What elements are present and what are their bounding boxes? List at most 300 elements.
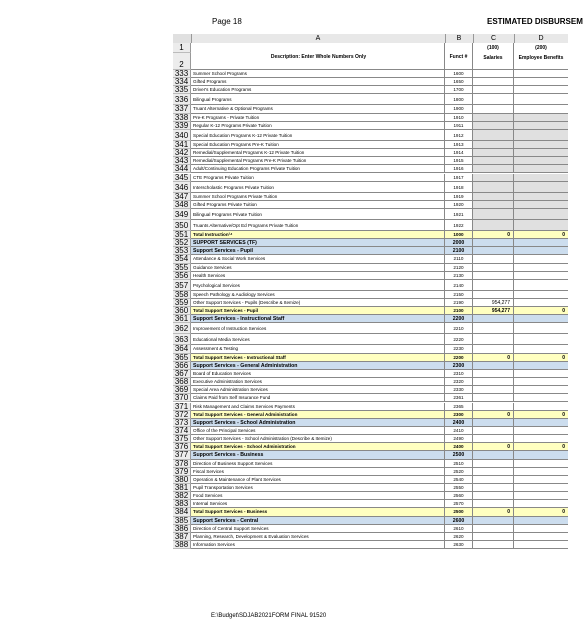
salaries-cell[interactable] xyxy=(473,280,514,291)
salaries-cell[interactable] xyxy=(473,174,514,182)
description-cell[interactable]: Remedial/Supplemental Programs Pre-K Private Tuition xyxy=(191,157,445,165)
description-cell[interactable]: Special Area Administration Services xyxy=(191,386,445,394)
benefits-cell[interactable] xyxy=(514,201,568,209)
benefits-cell[interactable] xyxy=(514,419,568,427)
function-code-cell[interactable]: 2560 xyxy=(445,492,473,500)
description-cell[interactable]: Summer School Programs xyxy=(191,70,445,78)
benefits-cell[interactable] xyxy=(514,299,568,307)
header-funct-blank[interactable] xyxy=(445,43,473,53)
function-code-cell[interactable]: 2130 xyxy=(445,272,473,280)
row-number[interactable]: 353 xyxy=(173,247,191,255)
description-cell[interactable]: Bilingual Programs Private Tuition xyxy=(191,209,445,220)
salaries-cell[interactable] xyxy=(473,484,514,492)
function-code-cell[interactable]: 1910 xyxy=(445,114,473,122)
row-number[interactable]: 347 xyxy=(173,193,191,201)
row-number[interactable]: 342 xyxy=(173,149,191,157)
salaries-cell[interactable] xyxy=(473,500,514,508)
salaries-cell[interactable] xyxy=(473,201,514,209)
description-cell[interactable]: Fiscal Services xyxy=(191,468,445,476)
benefits-cell[interactable] xyxy=(514,500,568,508)
salaries-cell[interactable] xyxy=(473,122,514,130)
row-number[interactable]: 340 xyxy=(173,130,191,141)
row-number[interactable]: 386 xyxy=(173,525,191,533)
salaries-cell[interactable] xyxy=(473,94,514,105)
description-cell[interactable]: Total Support Services - Instructional Staff xyxy=(191,354,445,362)
description-cell[interactable]: Health Services xyxy=(191,272,445,280)
salaries-cell[interactable]: 0 xyxy=(473,411,514,419)
function-code-cell[interactable]: 2150 xyxy=(445,291,473,299)
salaries-cell[interactable] xyxy=(473,130,514,141)
benefits-cell[interactable] xyxy=(514,451,568,459)
salaries-cell[interactable] xyxy=(473,345,514,353)
description-cell[interactable]: Adult/Continuing Education Programs Private Tuition xyxy=(191,165,445,173)
row-number[interactable]: 387 xyxy=(173,533,191,541)
function-code-cell[interactable]: 2361 xyxy=(445,394,473,402)
description-cell[interactable]: Truants Alternative/Opt Ed Programs Private Tuition xyxy=(191,220,445,231)
benefits-cell[interactable] xyxy=(514,280,568,291)
function-code-cell[interactable]: 2330 xyxy=(445,386,473,394)
description-cell[interactable]: Remedial/Supplemental Programs K-12 Private Tuition xyxy=(191,149,445,157)
function-code-cell[interactable]: 2100 xyxy=(445,247,473,255)
column-header-a[interactable]: A xyxy=(191,34,446,43)
row-number[interactable]: 333 xyxy=(173,70,191,78)
benefits-cell[interactable] xyxy=(514,94,568,105)
salaries-cell[interactable] xyxy=(473,541,514,549)
row-number[interactable]: 379 xyxy=(173,468,191,476)
row-number[interactable]: 382 xyxy=(173,492,191,500)
row-number[interactable]: 374 xyxy=(173,427,191,435)
benefits-cell[interactable] xyxy=(514,86,568,94)
function-code-cell[interactable]: 2320 xyxy=(445,378,473,386)
benefits-cell[interactable] xyxy=(514,476,568,484)
salaries-cell[interactable] xyxy=(473,378,514,386)
description-cell[interactable]: Support Services - General Administration xyxy=(191,362,445,370)
description-cell[interactable]: Office of the Principal Services xyxy=(191,427,445,435)
salaries-cell[interactable] xyxy=(473,70,514,78)
benefits-cell[interactable] xyxy=(514,315,568,323)
row-number[interactable]: 371 xyxy=(173,403,191,411)
salaries-cell[interactable] xyxy=(473,362,514,370)
function-code-cell[interactable]: 1911 xyxy=(445,122,473,130)
benefits-cell[interactable] xyxy=(514,291,568,299)
benefits-cell[interactable]: 0 xyxy=(514,354,568,362)
salaries-cell[interactable] xyxy=(473,451,514,459)
salaries-cell[interactable] xyxy=(473,386,514,394)
description-cell[interactable]: Support Services - Business xyxy=(191,451,445,459)
row-number[interactable]: 341 xyxy=(173,141,191,149)
row-number[interactable]: 1 xyxy=(173,43,191,53)
description-cell[interactable]: Other Support Services - School Administration (Describe & Itemize) xyxy=(191,435,445,443)
salaries-cell[interactable] xyxy=(473,427,514,435)
header-salaries-code[interactable]: (100) xyxy=(473,43,514,53)
function-code-cell[interactable]: 2300 xyxy=(445,411,473,419)
header-benefits[interactable]: Employee Benefits xyxy=(514,53,568,70)
salaries-cell[interactable] xyxy=(473,315,514,323)
table-row xyxy=(173,165,568,173)
benefits-cell[interactable] xyxy=(514,517,568,525)
salaries-cell[interactable] xyxy=(473,105,514,113)
function-code-cell[interactable]: 1918 xyxy=(445,182,473,193)
benefits-cell[interactable] xyxy=(514,378,568,386)
row-number[interactable]: 388 xyxy=(173,541,191,549)
description-cell[interactable]: Interscholastic Programs Private Tuition xyxy=(191,182,445,193)
benefits-cell[interactable] xyxy=(514,114,568,122)
function-code-cell[interactable]: 2000 xyxy=(445,239,473,247)
row-number[interactable]: 356 xyxy=(173,272,191,280)
salaries-cell[interactable] xyxy=(473,239,514,247)
benefits-cell[interactable] xyxy=(514,323,568,334)
table-row xyxy=(173,500,568,508)
benefits-cell[interactable] xyxy=(514,403,568,411)
row-number[interactable]: 381 xyxy=(173,484,191,492)
function-code-cell[interactable]: 2200 xyxy=(445,315,473,323)
function-code-cell[interactable]: 2140 xyxy=(445,280,473,291)
benefits-cell[interactable] xyxy=(514,345,568,353)
function-code-cell[interactable]: 2100 xyxy=(445,307,473,315)
description-cell[interactable]: Food Services xyxy=(191,492,445,500)
salaries-cell[interactable] xyxy=(473,165,514,173)
function-code-cell[interactable]: 2120 xyxy=(445,264,473,272)
function-code-cell[interactable]: 2500 xyxy=(445,508,473,516)
benefits-cell[interactable] xyxy=(514,220,568,231)
salaries-cell[interactable] xyxy=(473,157,514,165)
salaries-cell[interactable] xyxy=(473,476,514,484)
header-funct[interactable]: Funct # xyxy=(445,53,473,70)
function-code-cell[interactable]: 1000 xyxy=(445,231,473,239)
description-cell[interactable]: Claims Paid from Self Insurance Fund xyxy=(191,394,445,402)
row-number[interactable]: 366 xyxy=(173,362,191,370)
salaries-cell[interactable] xyxy=(473,323,514,334)
row-number[interactable]: 383 xyxy=(173,500,191,508)
function-code-cell[interactable]: 2190 xyxy=(445,299,473,307)
description-cell[interactable]: Operation & Maintenance of Plant Services xyxy=(191,476,445,484)
salaries-cell[interactable] xyxy=(473,247,514,255)
benefits-cell[interactable] xyxy=(514,209,568,220)
benefits-cell[interactable]: 0 xyxy=(514,411,568,419)
row-number[interactable]: 339 xyxy=(173,122,191,130)
benefits-cell[interactable] xyxy=(514,193,568,201)
benefits-cell[interactable] xyxy=(514,484,568,492)
salaries-cell[interactable] xyxy=(473,468,514,476)
benefits-cell[interactable] xyxy=(514,525,568,533)
description-cell[interactable]: Assessment & Testing xyxy=(191,345,445,353)
description-cell[interactable]: Educational Media Services xyxy=(191,334,445,345)
row-number[interactable]: 372 xyxy=(173,411,191,419)
salaries-cell[interactable] xyxy=(473,255,514,263)
description-cell[interactable]: Psychological Services xyxy=(191,280,445,291)
row-number[interactable]: 348 xyxy=(173,201,191,209)
salaries-cell[interactable]: 0 xyxy=(473,231,514,239)
description-cell[interactable]: Speech Pathology & Audiology Services xyxy=(191,291,445,299)
description-cell[interactable]: Special Education Programs K-12 Private Tuition xyxy=(191,130,445,141)
function-code-cell[interactable]: 2540 xyxy=(445,476,473,484)
benefits-cell[interactable]: 0 xyxy=(514,508,568,516)
function-code-cell[interactable]: 1913 xyxy=(445,141,473,149)
corner-cell[interactable] xyxy=(173,34,192,43)
salaries-cell[interactable] xyxy=(473,182,514,193)
row-number[interactable]: 336 xyxy=(173,94,191,105)
salaries-cell[interactable] xyxy=(473,370,514,378)
salaries-cell[interactable] xyxy=(473,435,514,443)
column-header-d[interactable]: D xyxy=(538,35,544,42)
salaries-cell[interactable] xyxy=(473,533,514,541)
description-cell[interactable]: Total Support Services - Pupil xyxy=(191,307,445,315)
row-number[interactable]: 365 xyxy=(173,354,191,362)
description-cell[interactable]: SUPPORT SERVICES (TF) xyxy=(191,239,445,247)
function-code-cell[interactable]: 2230 xyxy=(445,345,473,353)
salaries-cell[interactable] xyxy=(473,460,514,468)
benefits-cell[interactable] xyxy=(514,533,568,541)
function-code-cell[interactable]: 1650 xyxy=(445,78,473,86)
benefits-cell[interactable] xyxy=(514,78,568,86)
benefits-cell[interactable] xyxy=(514,174,568,182)
column-header-c[interactable]: C xyxy=(473,34,515,43)
row-number[interactable]: 334 xyxy=(173,78,191,86)
description-cell[interactable]: Improvement of Instruction Services xyxy=(191,323,445,334)
row-number[interactable]: 354 xyxy=(173,255,191,263)
row-number[interactable]: 385 xyxy=(173,517,191,525)
row-number[interactable]: 384 xyxy=(173,508,191,516)
row-number[interactable]: 368 xyxy=(173,378,191,386)
function-code-cell[interactable]: 1915 xyxy=(445,157,473,165)
description-cell[interactable]: Total Support Services - Business xyxy=(191,508,445,516)
benefits-cell[interactable]: 0 xyxy=(514,307,568,315)
benefits-cell[interactable] xyxy=(514,70,568,78)
description-cell[interactable]: Support Services - Central xyxy=(191,517,445,525)
function-code-cell[interactable]: 1916 xyxy=(445,165,473,173)
function-code-cell[interactable]: 1900 xyxy=(445,105,473,113)
row-number[interactable]: 2 xyxy=(173,53,191,70)
description-cell[interactable]: Support Services - Pupil xyxy=(191,247,445,255)
function-code-cell[interactable]: 2500 xyxy=(445,451,473,459)
function-code-cell[interactable]: 1921 xyxy=(445,209,473,220)
description-cell[interactable]: Support Services - School Administration xyxy=(191,419,445,427)
description-cell[interactable]: Direction of Business Support Services xyxy=(191,460,445,468)
header-benefits-code[interactable]: (200) xyxy=(535,45,547,51)
function-code-cell[interactable]: 2490 xyxy=(445,435,473,443)
description-cell[interactable]: Support Services - Instructional Staff xyxy=(191,315,445,323)
description-cell[interactable]: Gifted Programs Private Tuition xyxy=(191,201,445,209)
benefits-cell[interactable] xyxy=(514,105,568,113)
row-number[interactable]: 367 xyxy=(173,370,191,378)
benefits-cell[interactable] xyxy=(514,182,568,193)
benefits-cell[interactable] xyxy=(514,247,568,255)
salaries-cell[interactable] xyxy=(473,492,514,500)
row-number[interactable]: 343 xyxy=(173,157,191,165)
description-cell[interactable]: Pupil Transportation Services xyxy=(191,484,445,492)
header-salaries[interactable]: Salaries xyxy=(473,53,514,70)
function-code-cell[interactable]: 2300 xyxy=(445,362,473,370)
description-cell[interactable]: Total Support Services - General Administration xyxy=(191,411,445,419)
row-number[interactable]: 358 xyxy=(173,291,191,299)
benefits-cell[interactable] xyxy=(514,541,568,549)
benefits-cell[interactable] xyxy=(514,427,568,435)
function-code-cell[interactable]: 2600 xyxy=(445,517,473,525)
function-code-cell[interactable]: 2400 xyxy=(445,443,473,451)
benefits-cell[interactable] xyxy=(514,334,568,345)
row-number[interactable]: 361 xyxy=(173,315,191,323)
function-code-cell[interactable]: 2220 xyxy=(445,334,473,345)
row-number[interactable]: 338 xyxy=(173,114,191,122)
function-code-cell[interactable]: 1912 xyxy=(445,130,473,141)
description-cell[interactable]: Regular K-12 Programs Private Tuition xyxy=(191,122,445,130)
description-cell[interactable]: Internal Services xyxy=(191,500,445,508)
description-cell[interactable]: Direction of Central Support Services xyxy=(191,525,445,533)
row-number[interactable]: 359 xyxy=(173,299,191,307)
table-row xyxy=(173,264,568,272)
description-cell[interactable]: Truant Alternative & Optional Programs xyxy=(191,105,445,113)
salaries-cell[interactable] xyxy=(473,525,514,533)
function-code-cell[interactable]: 2630 xyxy=(445,541,473,549)
row-number[interactable]: 373 xyxy=(173,419,191,427)
row-number[interactable]: 355 xyxy=(173,264,191,272)
benefits-cell[interactable] xyxy=(514,362,568,370)
function-code-cell[interactable]: 2365 xyxy=(445,403,473,411)
benefits-cell[interactable] xyxy=(514,435,568,443)
header-desc-blank[interactable] xyxy=(191,43,445,53)
description-cell[interactable]: Summer School Programs Private Tuition xyxy=(191,193,445,201)
salaries-cell[interactable] xyxy=(473,334,514,345)
description-cell[interactable]: Bilingual Programs xyxy=(191,94,445,105)
row-number[interactable]: 364 xyxy=(173,345,191,353)
function-code-cell[interactable]: 1800 xyxy=(445,94,473,105)
salaries-cell[interactable] xyxy=(473,86,514,94)
header-description[interactable]: Description: Enter Whole Numbers Only xyxy=(191,53,445,70)
benefits-cell[interactable] xyxy=(514,460,568,468)
salaries-cell[interactable] xyxy=(473,193,514,201)
row-number[interactable]: 351 xyxy=(173,231,191,239)
salaries-cell[interactable] xyxy=(473,419,514,427)
function-code-cell[interactable]: 1917 xyxy=(445,174,473,182)
description-cell[interactable]: Executive Administration Services xyxy=(191,378,445,386)
row-number[interactable]: 357 xyxy=(173,280,191,291)
benefits-cell[interactable] xyxy=(514,157,568,165)
salaries-cell[interactable] xyxy=(473,78,514,86)
row-number[interactable]: 344 xyxy=(173,165,191,173)
salaries-cell[interactable] xyxy=(473,149,514,157)
description-cell[interactable]: Pre-K Programs - Private Tuition xyxy=(191,114,445,122)
row-number[interactable]: 360 xyxy=(173,307,191,315)
row-number[interactable]: 350 xyxy=(173,220,191,231)
function-code-cell[interactable]: 1700 xyxy=(445,86,473,94)
function-code-cell[interactable]: 2570 xyxy=(445,500,473,508)
file-path-footer: E:\Budget\SDJAB2021FORM FINAL 91520 xyxy=(211,613,327,619)
description-cell[interactable]: Total Support Services - School Administration xyxy=(191,443,445,451)
function-code-cell[interactable]: 1920 xyxy=(445,201,473,209)
function-code-cell[interactable]: 1600 xyxy=(445,70,473,78)
description-cell[interactable]: Board of Education Services xyxy=(191,370,445,378)
function-code-cell[interactable]: 2210 xyxy=(445,323,473,334)
benefits-cell[interactable] xyxy=(514,141,568,149)
salaries-cell[interactable]: 954,277 xyxy=(473,299,514,307)
function-code-cell[interactable]: 2400 xyxy=(445,419,473,427)
benefits-cell[interactable] xyxy=(514,255,568,263)
function-code-cell[interactable]: 1922 xyxy=(445,220,473,231)
row-number[interactable]: 380 xyxy=(173,476,191,484)
row-number[interactable]: 335 xyxy=(173,86,191,94)
salaries-cell[interactable] xyxy=(473,272,514,280)
description-cell[interactable]: Planning, Research, Development & Evaluation Services xyxy=(191,533,445,541)
benefits-cell[interactable] xyxy=(514,149,568,157)
description-cell[interactable]: Driver's Education Programs xyxy=(191,86,445,94)
function-code-cell[interactable]: 2620 xyxy=(445,533,473,541)
benefits-cell[interactable] xyxy=(514,468,568,476)
row-number[interactable]: 375 xyxy=(173,435,191,443)
function-code-cell[interactable]: 1914 xyxy=(445,149,473,157)
description-cell[interactable]: Guidance Services xyxy=(191,264,445,272)
section-header-row xyxy=(173,239,568,247)
function-code-cell[interactable]: 2610 xyxy=(445,525,473,533)
salaries-cell[interactable] xyxy=(473,114,514,122)
function-code-cell[interactable]: 1919 xyxy=(445,193,473,201)
benefits-cell[interactable]: 0 xyxy=(514,443,568,451)
salaries-cell[interactable]: 0 xyxy=(473,354,514,362)
benefits-cell[interactable] xyxy=(514,272,568,280)
function-code-cell[interactable]: 2310 xyxy=(445,370,473,378)
row-number[interactable]: 370 xyxy=(173,394,191,402)
description-cell[interactable]: Information Services xyxy=(191,541,445,549)
benefits-cell[interactable] xyxy=(514,394,568,402)
row-number[interactable]: 349 xyxy=(173,209,191,220)
description-cell[interactable]: Special Education Programs Pre-K Tuition xyxy=(191,141,445,149)
description-cell[interactable]: Total Instruction¹⁴ xyxy=(191,231,445,239)
row-number[interactable]: 362 xyxy=(173,323,191,334)
function-code-cell[interactable]: 2520 xyxy=(445,468,473,476)
salaries-cell[interactable] xyxy=(473,291,514,299)
benefits-cell[interactable] xyxy=(514,386,568,394)
description-cell[interactable]: Other Support Services - Pupils (Describe & Itemize) xyxy=(191,299,445,307)
benefits-cell[interactable] xyxy=(514,239,568,247)
row-number[interactable]: 376 xyxy=(173,443,191,451)
salaries-cell[interactable] xyxy=(473,141,514,149)
salaries-cell[interactable] xyxy=(473,394,514,402)
salaries-cell[interactable] xyxy=(473,264,514,272)
function-code-cell[interactable]: 2110 xyxy=(445,255,473,263)
benefits-cell[interactable] xyxy=(514,122,568,130)
function-code-cell[interactable]: 2550 xyxy=(445,484,473,492)
row-number[interactable]: 352 xyxy=(173,239,191,247)
benefits-cell[interactable] xyxy=(514,165,568,173)
salaries-cell[interactable]: 0 xyxy=(473,443,514,451)
salaries-cell[interactable]: 954,277 xyxy=(473,307,514,315)
salaries-cell[interactable]: 0 xyxy=(473,508,514,516)
row-number[interactable]: 377 xyxy=(173,451,191,459)
description-cell[interactable]: CTE Programs Private Tuition xyxy=(191,174,445,182)
function-code-cell[interactable]: 2410 xyxy=(445,427,473,435)
row-number[interactable]: 346 xyxy=(173,182,191,193)
row-number[interactable]: 378 xyxy=(173,460,191,468)
description-cell[interactable]: Gifted Programs xyxy=(191,78,445,86)
benefits-cell[interactable] xyxy=(514,370,568,378)
salaries-cell[interactable] xyxy=(473,220,514,231)
salaries-cell[interactable] xyxy=(473,517,514,525)
benefits-cell[interactable]: 0 xyxy=(514,231,568,239)
benefits-cell[interactable] xyxy=(514,264,568,272)
function-code-cell[interactable]: 2510 xyxy=(445,460,473,468)
column-header-b[interactable]: B xyxy=(445,34,474,43)
row-number[interactable]: 369 xyxy=(173,386,191,394)
salaries-cell[interactable] xyxy=(473,209,514,220)
benefits-cell[interactable] xyxy=(514,130,568,141)
description-cell[interactable]: Risk Management and Claims Services Payments xyxy=(191,403,445,411)
function-code-cell[interactable]: 2200 xyxy=(445,354,473,362)
salaries-cell[interactable] xyxy=(473,403,514,411)
benefits-cell[interactable] xyxy=(514,492,568,500)
row-number[interactable]: 363 xyxy=(173,334,191,345)
row-number[interactable]: 337 xyxy=(173,105,191,113)
row-number[interactable]: 345 xyxy=(173,174,191,182)
description-cell[interactable]: Attendance & Social Work Services xyxy=(191,255,445,263)
